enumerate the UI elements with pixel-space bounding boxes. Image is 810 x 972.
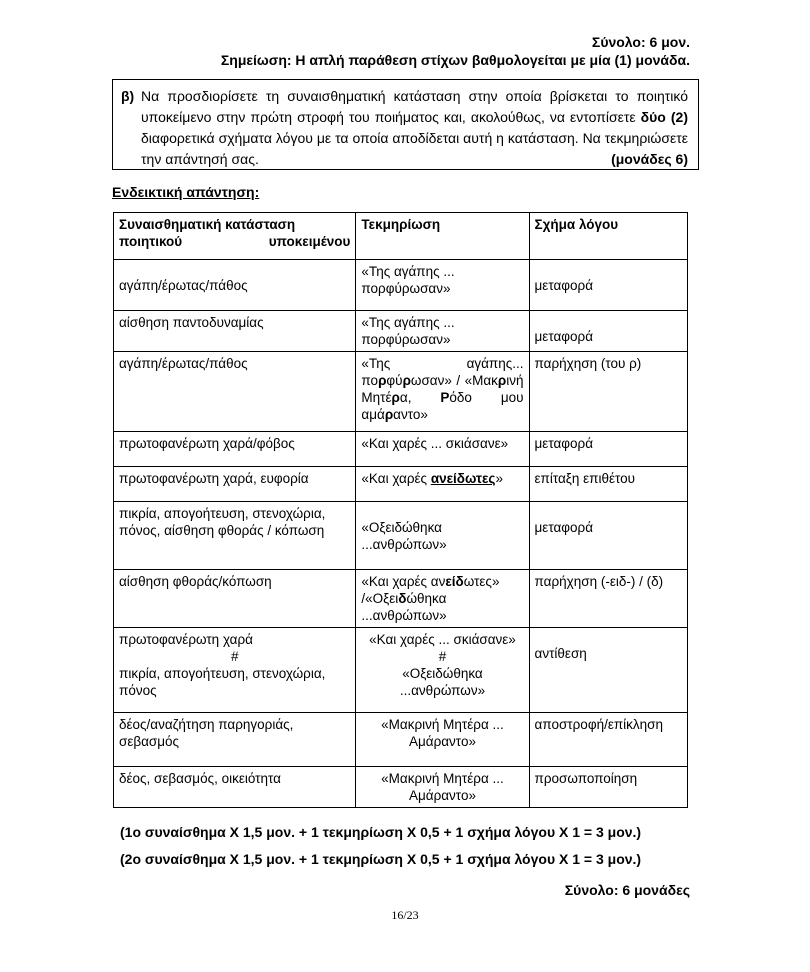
header-emotion: Συναισθηματική κατάσταση ποιητικού υποκειμένου [114,213,356,260]
cell-evidence: «Της αγάπης ... πορφύρωσαν» [356,260,529,311]
cell-figure: μεταφορά [529,432,687,467]
answer-table [113,212,688,808]
cell-emotion: αίσθηση φθοράς/κόπωση [114,570,356,628]
cell-evidence: «Μακρινή Μητέρα ... Αμάραντο» [356,767,529,808]
cell-evidence: «Και χαρές ανείδωτες» [356,467,529,502]
table-row [114,352,688,432]
total-points-bottom: Σύνολο: 6 μονάδες [564,882,690,898]
cell-emotion: δέος, σεβασμός, οικειότητα [114,767,356,808]
table-row [114,311,688,352]
grading-formula-2: (2ο συναίσθημα Χ 1,5 μον. + 1 τεκμηρίωση Χ 0,5 + 1 σχήμα λόγου Χ 1 = 3 μον.) [120,851,642,867]
table-row [114,767,688,808]
cell-figure: προσωποποίηση [529,767,687,808]
cell-emotion: αίσθηση παντοδυναμίας [114,311,356,352]
cell-figure: επίταξη επιθέτου [529,467,687,502]
cell-evidence: «Και χαρές ... σκιάσανε» [356,432,529,467]
cell-evidence: «Οξειδώθηκα ...ανθρώπων» [356,502,529,570]
question-text: Να προσδιορίσετε τη συναισθηματική κατάσταση στην οποία βρίσκεται το ποιητικό υποκείμενο στην πρώτη στροφή του ποιήματος και, ακολούθως, να εντοπίσετε δύο (2) διαφορετικά σχήματα λόγου με τα οποία αποδίδεται αυτή η κατάσταση. Να τεκμηριώσετε την απάντησή σας. (μονάδες 6) [141,86,688,170]
cell-figure: μεταφορά [529,260,687,311]
header-evidence: Τεκμηρίωση [356,213,529,260]
cell-figure: μεταφορά [529,311,687,352]
cell-evidence: «Της αγάπης... πορφύρωσαν» / «Μακρινή Μητέρα, Ρόδο μου αμάραντο» [356,352,529,432]
total-points-top: Σύνολο: 6 μον. [591,34,690,50]
table-row [114,628,688,713]
table-row [114,432,688,467]
table-row [114,570,688,628]
cell-emotion: δέος/αναζήτηση παρηγοριάς, σεβασμός [114,713,356,767]
question-label: β) [121,88,135,104]
grading-formula-1: (1ο συναίσθημα Χ 1,5 μον. + 1 τεκμηρίωση Χ 0,5 + 1 σχήμα λόγου Χ 1 = 3 μον.) [120,824,642,840]
cell-emotion: αγάπη/έρωτας/πάθος [114,352,356,432]
answer-heading: Ενδεικτική απάντηση: [112,184,260,200]
cell-evidence: «Της αγάπης ... πορφύρωσαν» [356,311,529,352]
table-row [114,260,688,311]
table-row [114,467,688,502]
cell-emotion: αγάπη/έρωτας/πάθος [114,260,356,311]
question-box [112,79,699,170]
cell-evidence: «Και χαρές ανείδωτες» /«Οξειδώθηκα ...ανθρώπων» [356,570,529,628]
cell-emotion: πικρία, απογοήτευση, στενοχώρια, πόνος, αίσθηση φθοράς / κόπωση [114,502,356,570]
page-number: 16/23 [391,908,419,922]
header-figure: Σχήμα λόγου [529,213,687,260]
grading-note: Σημείωση: Η απλή παράθεση στίχων βαθμολογείται με μία (1) μονάδα. [220,52,690,68]
cell-figure: παρήχηση (του ρ) [529,352,687,432]
table-row [114,502,688,570]
cell-figure: αντίθεση [529,628,687,713]
question-points: (μονάδες 6) [611,151,688,167]
cell-emotion: πρωτοφανέρωτη χαρά/φόβος [114,432,356,467]
cell-figure: μεταφορά [529,502,687,570]
cell-figure: αποστροφή/επίκληση [529,713,687,767]
cell-evidence: «Μακρινή Μητέρα ... Αμάραντο» [356,713,529,767]
table-row [114,713,688,767]
cell-evidence: «Και χαρές ... σκιάσανε» # «Οξειδώθηκα ...ανθρώπων» [356,628,529,713]
cell-figure: παρήχηση (-ειδ-) / (δ) [529,570,687,628]
cell-emotion: πρωτοφανέρωτη χαρά, ευφορία [114,467,356,502]
table-header-row [114,213,688,260]
cell-emotion: πρωτοφανέρωτη χαρά # πικρία, απογοήτευση, στενοχώρια, πόνος [114,628,356,713]
